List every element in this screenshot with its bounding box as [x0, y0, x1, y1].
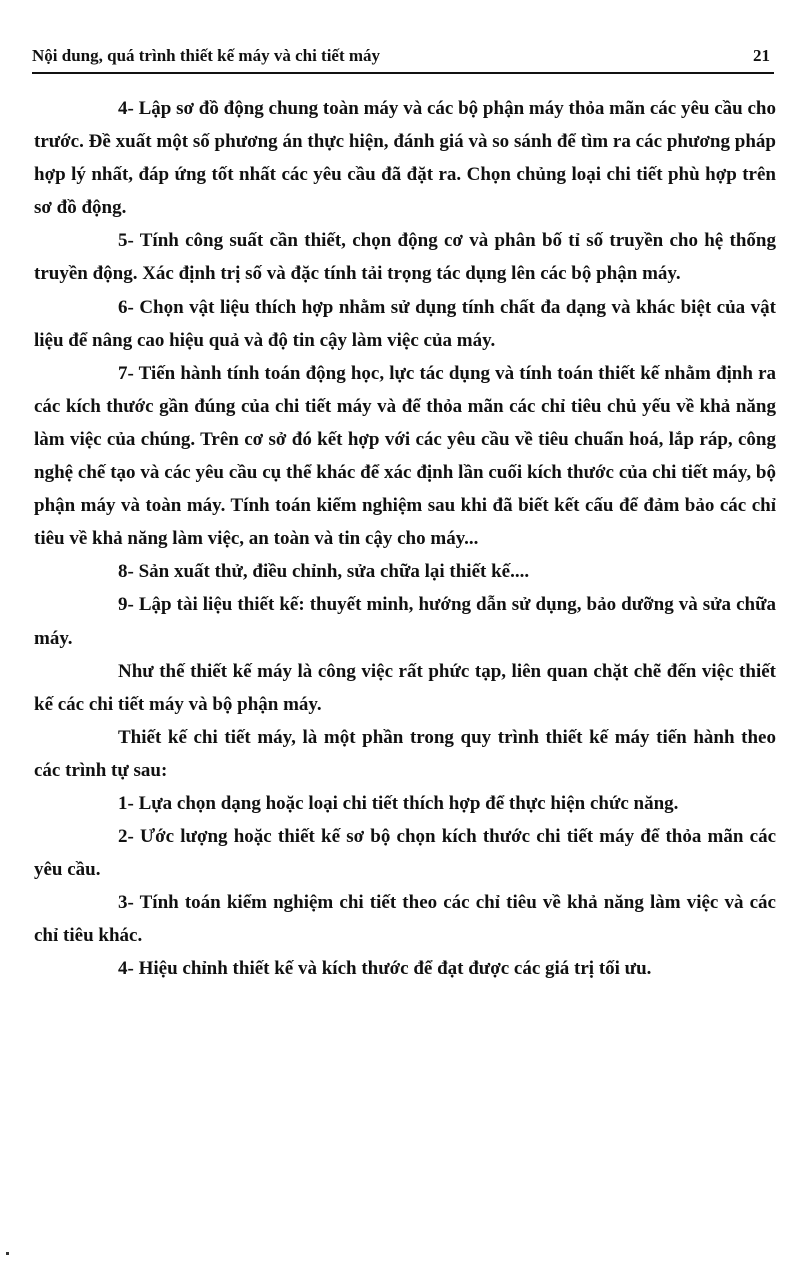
running-header: [32, 44, 774, 74]
paragraph-step-5-power: 5- Tính công suất cần thiết, chọn động cơ và phân bố tỉ số truyền cho hệ thống truyền động. Xác định trị số và đặc tính tải trọng tác dụng lên các bộ phận máy.: [34, 230, 776, 285]
page-number: 21: [753, 46, 770, 65]
paragraph-detail-step-1: 1- Lựa chọn dạng hoặc loại chi tiết thích hợp để thực hiện chức năng.: [118, 792, 679, 814]
paragraph-step-9-documentation: 9- Lập tài liệu thiết kế: thuyết minh, hướng dẫn sử dụng, bảo dưỡng và sửa chữa máy.: [34, 594, 776, 649]
paragraph-detail-step-3: 3- Tính toán kiểm nghiệm chi tiết theo các chỉ tiêu về khả năng làm việc và các chỉ tiêu khác.: [34, 892, 776, 947]
paragraph-detail-step-4: 4- Hiệu chỉnh thiết kế và kích thước để đạt được các giá trị tối ưu.: [118, 958, 652, 980]
scan-speck: [6, 1252, 9, 1255]
paragraph-step-8-prototype: 8- Sản xuất thử, điều chỉnh, sửa chữa lại thiết kế....: [118, 561, 530, 583]
running-header-title: Nội dung, quá trình thiết kế máy và chi tiết máy: [32, 46, 381, 65]
paragraph-step-7-calculation: 7- Tiến hành tính toán động học, lực tác dụng và tính toán thiết kế nhằm định ra các kích thước gần đúng của chi tiết máy và để thỏa mãn các chỉ tiêu chủ yếu về khả năng làm việc của chúng. Trên cơ sở đó kết hợp với các yêu cầu về tiêu chuẩn hoá, lắp ráp, công nghệ chế tạo và các yêu cầu cụ thể khác để xác định lần cuối kích thước của chi tiết máy, bộ phận máy và toàn máy. Tính toán kiểm nghiệm sau khi đã biết kết cấu để đảm bảo các chỉ tiêu về khả năng làm việc, an toàn và tin cậy cho máy...: [34, 362, 776, 550]
paragraph-detail-design-intro: Thiết kế chi tiết máy, là một phần trong quy trình thiết kế máy tiến hành theo các trình tự sau:: [34, 726, 776, 781]
paragraph-step-6-material: 6- Chọn vật liệu thích hợp nhằm sử dụng tính chất đa dạng và khác biệt của vật liệu để nâng cao hiệu quả và độ tin cậy làm việc của máy.: [34, 296, 776, 351]
body-text: [34, 92, 776, 986]
paragraph-detail-step-2: 2- Ước lượng hoặc thiết kế sơ bộ chọn kích thước chi tiết máy để thỏa mãn các yêu cầu.: [34, 826, 776, 881]
paragraph-step-4-diagram: 4- Lập sơ đồ động chung toàn máy và các bộ phận máy thỏa mãn các yêu cầu cho trước. Đề xuất một số phương án thực hiện, đánh giá và so sánh để tìm ra các phương pháp hợp lý nhất, đáp ứng tốt nhất các yêu cầu đã đặt ra. Chọn chủng loại chi tiết phù hợp trên sơ đồ động.: [34, 98, 776, 219]
paragraph-summary: Như thế thiết kế máy là công việc rất phức tạp, liên quan chặt chẽ đến việc thiết kế các chi tiết máy và bộ phận máy.: [34, 660, 776, 715]
